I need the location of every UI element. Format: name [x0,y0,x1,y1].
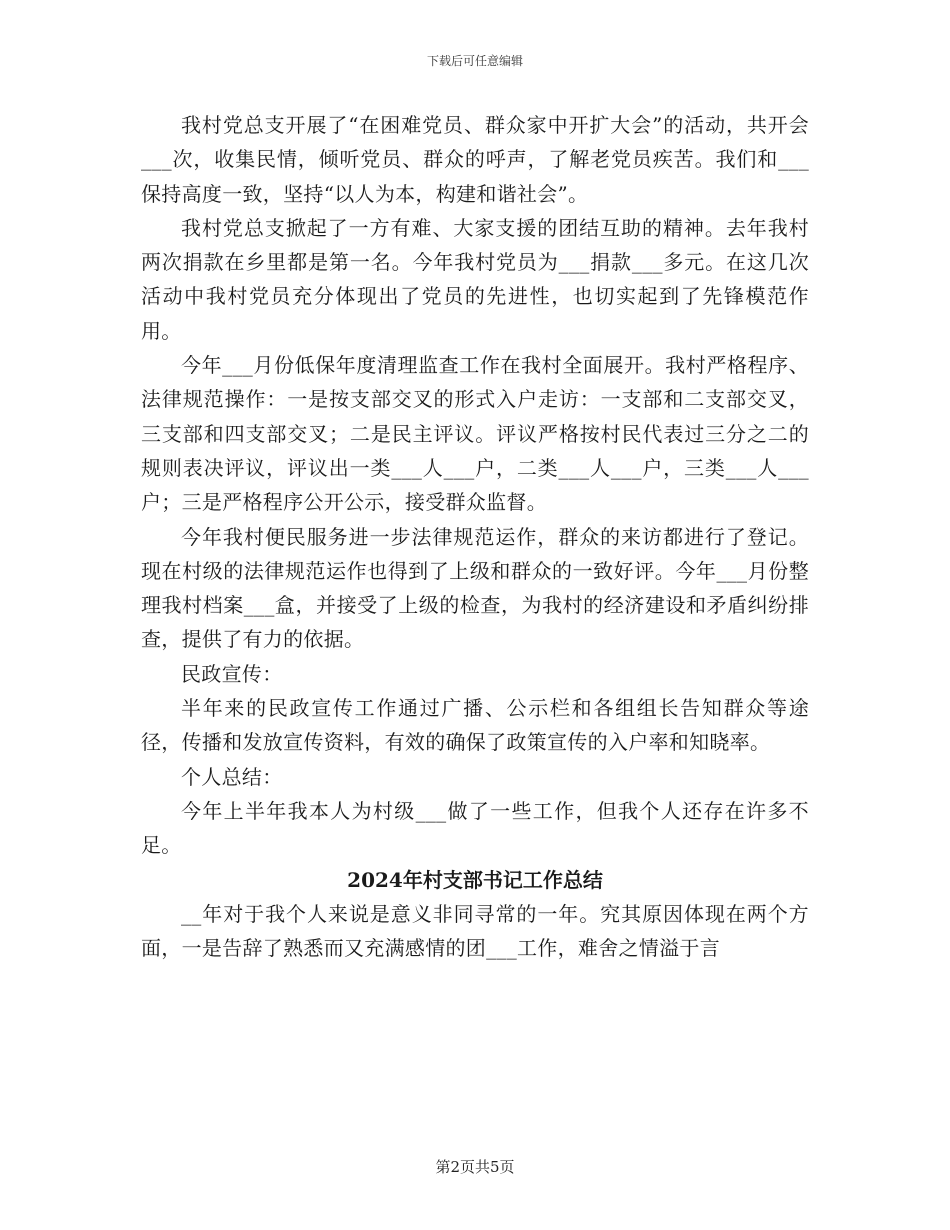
document-body [141,108,809,965]
paragraph: 今年上半年我本人为村级___做了一些工作，但我个人还存在许多不足。 [141,798,809,858]
paragraph: 今年___月份低保年度清理监查工作在我村全面展开。我村严格程序、法律规范操作：一是按支部交叉的形式入户走访：一支部和二支部交叉，三支部和四支部交叉；二是民主评议。评议严格按村民代表过三分之二的规则表决评议，评议出一类___人___户，二类___人___户，三类___人___户；三是严格程序公开公示，接受群众监督。 [141,353,809,515]
paragraph: __年对于我个人来说是意义非同寻常的一年。究其原因体现在两个方面，一是告辞了熟悉而又充满感情的团___工作，难舍之情溢于言 [141,901,809,961]
section-title: 2024年村支部书记工作总结 [347,867,603,892]
subheading-civil-affairs: 民政宣传： [181,661,283,686]
page-footer: 第2页共5页 [435,1158,515,1176]
subheading-personal-summary: 个人总结： [181,764,283,789]
paragraph: 今年我村便民服务进一步法律规范运作，群众的来访都进行了登记。现在村级的法律规范运作也得到了上级和群众的一致好评。今年___月份整理我村档案___盒，并接受了上级的检查，为我村的经济建设和矛盾纠纷排查，提供了有力的依据。 [141,524,809,652]
page-header: 下载后可任意编辑 [426,54,523,68]
paragraph: 半年来的民政宣传工作通过广播、公示栏和各组组长告知群众等途径，传播和发放宣传资料，有效的确保了政策宣传的入户率和知晓率。 [141,696,809,755]
paragraph: 我村党总支开展了“在困难党员、群众家中开扩大会”的活动，共开会___次，收集民情，倾听党员、群众的呼声，了解老党员疾苦。我们和___保持高度一致，坚持“以人为本，构建和谐社会”。 [141,113,809,206]
paragraph: 我村党总支掀起了一方有难、大家支援的团结互助的精神。去年我村两次捐款在乡里都是第一名。今年我村党员为___捐款___多元。在这几次活动中我村党员充分体现出了党员的先进性，也切实起到了先锋模范作用。 [141,215,809,343]
